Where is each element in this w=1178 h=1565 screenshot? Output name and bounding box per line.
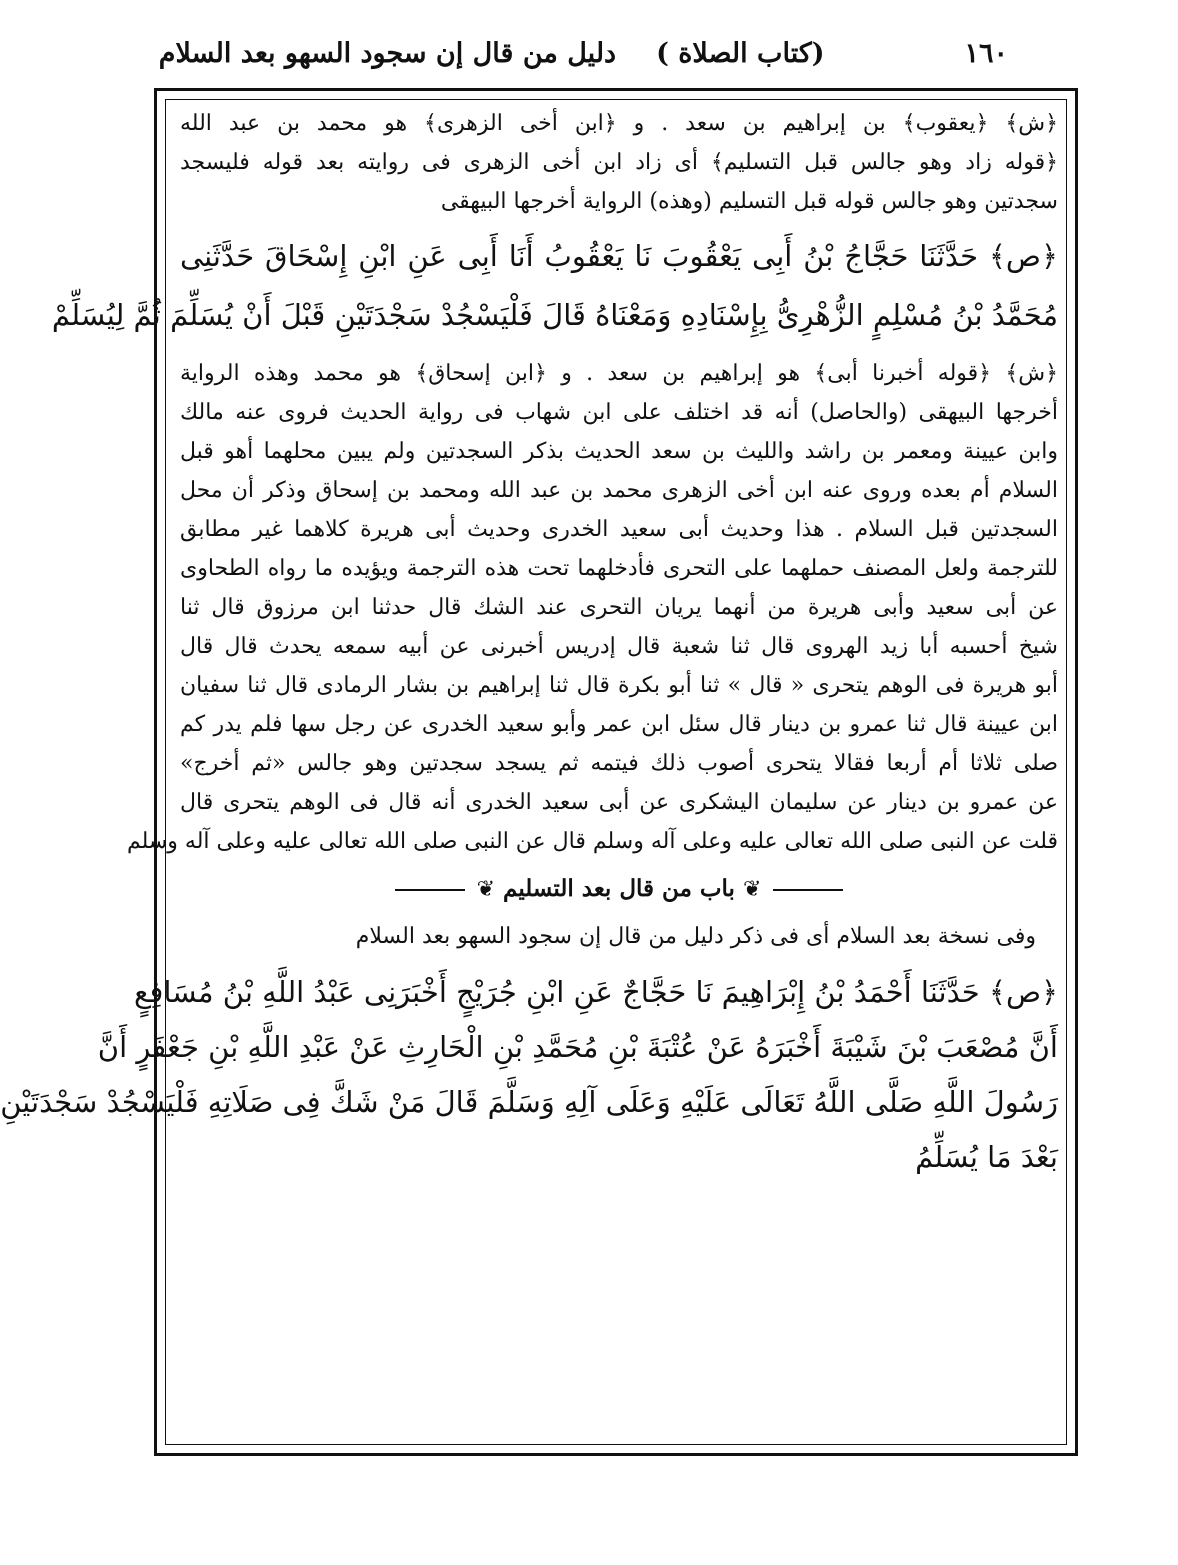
page-body <box>0 104 1058 1444</box>
chapter-heading <box>180 861 1058 917</box>
page-number: ١٦٠ <box>964 37 1008 69</box>
commentary-line: ابن عيينة قال ثنا عمرو بن دينار قال سئل ابن عمر وأبو سعيد الخدرى عن رجل سها فلم يدر كم <box>180 712 1058 737</box>
hadith-line: ﴿ص﴾ حَدَّثَنَا حَجَّاجُ بْنُ أَبِى يَعْقُوبَ نَا يَعْقُوبُ أَنَا أَبِى عَنِ ابْنِ إِسْحَاقَ حَدَّثَنِى <box>180 239 1058 273</box>
heading-rule <box>395 889 465 891</box>
hadith-line: أَنَّ مُصْعَبَ بْنَ شَيْبَةَ أَخْبَرَهُ عَنْ عُتْبَةَ بْنِ مُحَمَّدِ بْنِ الْحَارِثِ عَنْ عَبْدِ اللَّهِ بْنِ جَعْفَرٍ أَنَّ <box>97 1030 1058 1064</box>
commentary-line: قلت عن النبى صلى الله تعالى عليه وعلى آله وسلم قال عن النبى صلى الله تعالى عليه وعلى آله وسلم <box>126 829 1058 854</box>
book-title: (كتاب الصلاة ) <box>656 37 825 69</box>
commentary-line: السلام أم بعده وروى عنه ابن أخى الزهرى محمد بن عبد الله ومحمد بن إسحاق وذكر أن محل <box>180 478 1058 503</box>
ornament-icon: ❦ <box>476 877 496 902</box>
hadith-line: مُحَمَّدُ بْنُ مُسْلِمٍ الزُّهْرِىُّ بِإِسْنَادِهِ وَمَعْنَاهُ قَالَ فَلْيَسْجُدْ سَجْدَتَيْنِ قَبْلَ أَنْ يُسَلِّمَ ثُمَّ لِيُسَلِّمْ <box>51 298 1058 332</box>
commentary-line: ﴿ش﴾ ﴿يعقوب﴾ بن إبراهيم بن سعد . و ﴿ابن أخى الزهرى﴾ هو محمد بن عبد الله <box>180 111 1058 136</box>
commentary-line: عن أبى سعيد وأبى هريرة من أنهما يريان التحرى عند الشك قال حدثنا ابن مرزوق قال ثنا <box>180 595 1058 620</box>
commentary-line: للترجمة ولعل المصنف حملهما على التحرى فأدخلهما تحت هذه الترجمة ويؤيده ما رواه الطحاوى <box>180 556 1058 581</box>
commentary-line: صلى ثلاثا أم أربعا فقالا يتحرى أصوب ذلك فيتمه ثم يسجد سجدتين وهو جالس «ثم أخرج» <box>180 751 1058 776</box>
hadith-line: ﴿ص﴾ حَدَّثَنَا أَحْمَدُ بْنُ إِبْرَاهِيمَ نَا حَجَّاجٌ عَنِ ابْنِ جُرَيْجٍ أَخْبَرَنِى عَبْدُ اللَّهِ بْنُ مُسَافِعٍ <box>134 975 1058 1009</box>
commentary-line: ﴿ش﴾ ﴿قوله أخبرنا أبى﴾ هو إبراهيم بن سعد . و ﴿ابن إسحاق﴾ هو محمد وهذه الرواية <box>180 361 1058 386</box>
ornament-icon: ❦ <box>742 877 762 902</box>
commentary-line: عن عمرو بن دينار عن سليمان اليشكرى عن أبى سعيد الخدرى أنه قال فى الوهم يتحرى قال <box>180 790 1058 815</box>
heading-rule <box>773 889 843 891</box>
commentary-line: السجدتين قبل السلام . هذا وحديث أبى سعيد الخدرى وحديث أبى هريرة كلاهما غير مطابق <box>180 517 1058 542</box>
chapter-title: دليل من قال إن سجود السهو بعد السلام <box>158 37 617 69</box>
hadith-line: رَسُولَ اللَّهِ صَلَّى اللَّهُ تَعَالَى عَلَيْهِ وَعَلَى آلِهِ وَسَلَّمَ قَالَ مَنْ شَكَّ فِى صَلَاتِهِ فَلْيَسْجُدْ سَجْدَتَيْنِ <box>0 1085 1058 1119</box>
commentary-line: ﴿قوله زاد وهو جالس قبل التسليم﴾ أى زاد ابن أخى الزهرى فى روايته بعد قوله فليسجد <box>180 150 1058 175</box>
commentary-line: وابن عيينة ومعمر بن راشد والليث بن سعد الحديث بذكر السجدتين ولم يبين محلهما أهو قبل <box>180 439 1058 464</box>
commentary-line: سجدتين وهو جالس قوله قبل التسليم (وهذه) الرواية أخرجها البيهقى <box>440 189 1058 214</box>
page-header <box>158 26 1008 80</box>
commentary-line: أبو هريرة فى الوهم يتحرى « قال » ثنا أبو بكرة قال ثنا إبراهيم بن بشار الرمادى قال ثنا سفيان <box>180 673 1058 698</box>
commentary-line: أخرجها البيهقى (والحاصل) أنه قد اختلف على ابن شهاب فى رواية الحديث فروى عنه مالك <box>180 400 1058 425</box>
hadith-line: بَعْدَ مَا يُسَلِّمُ <box>915 1140 1058 1174</box>
note-line: وفى نسخة بعد السلام أى فى ذكر دليل من قال إن سجود السهو بعد السلام <box>355 924 1036 949</box>
commentary-line: شيخ أحسبه أبا زيد الهروى قال ثنا شعبة قال إدريس أخبرنى عن أبيه سمعه يحدث قال قال <box>180 634 1058 659</box>
chapter-heading-text: باب من قال بعد التسليم <box>503 875 735 902</box>
